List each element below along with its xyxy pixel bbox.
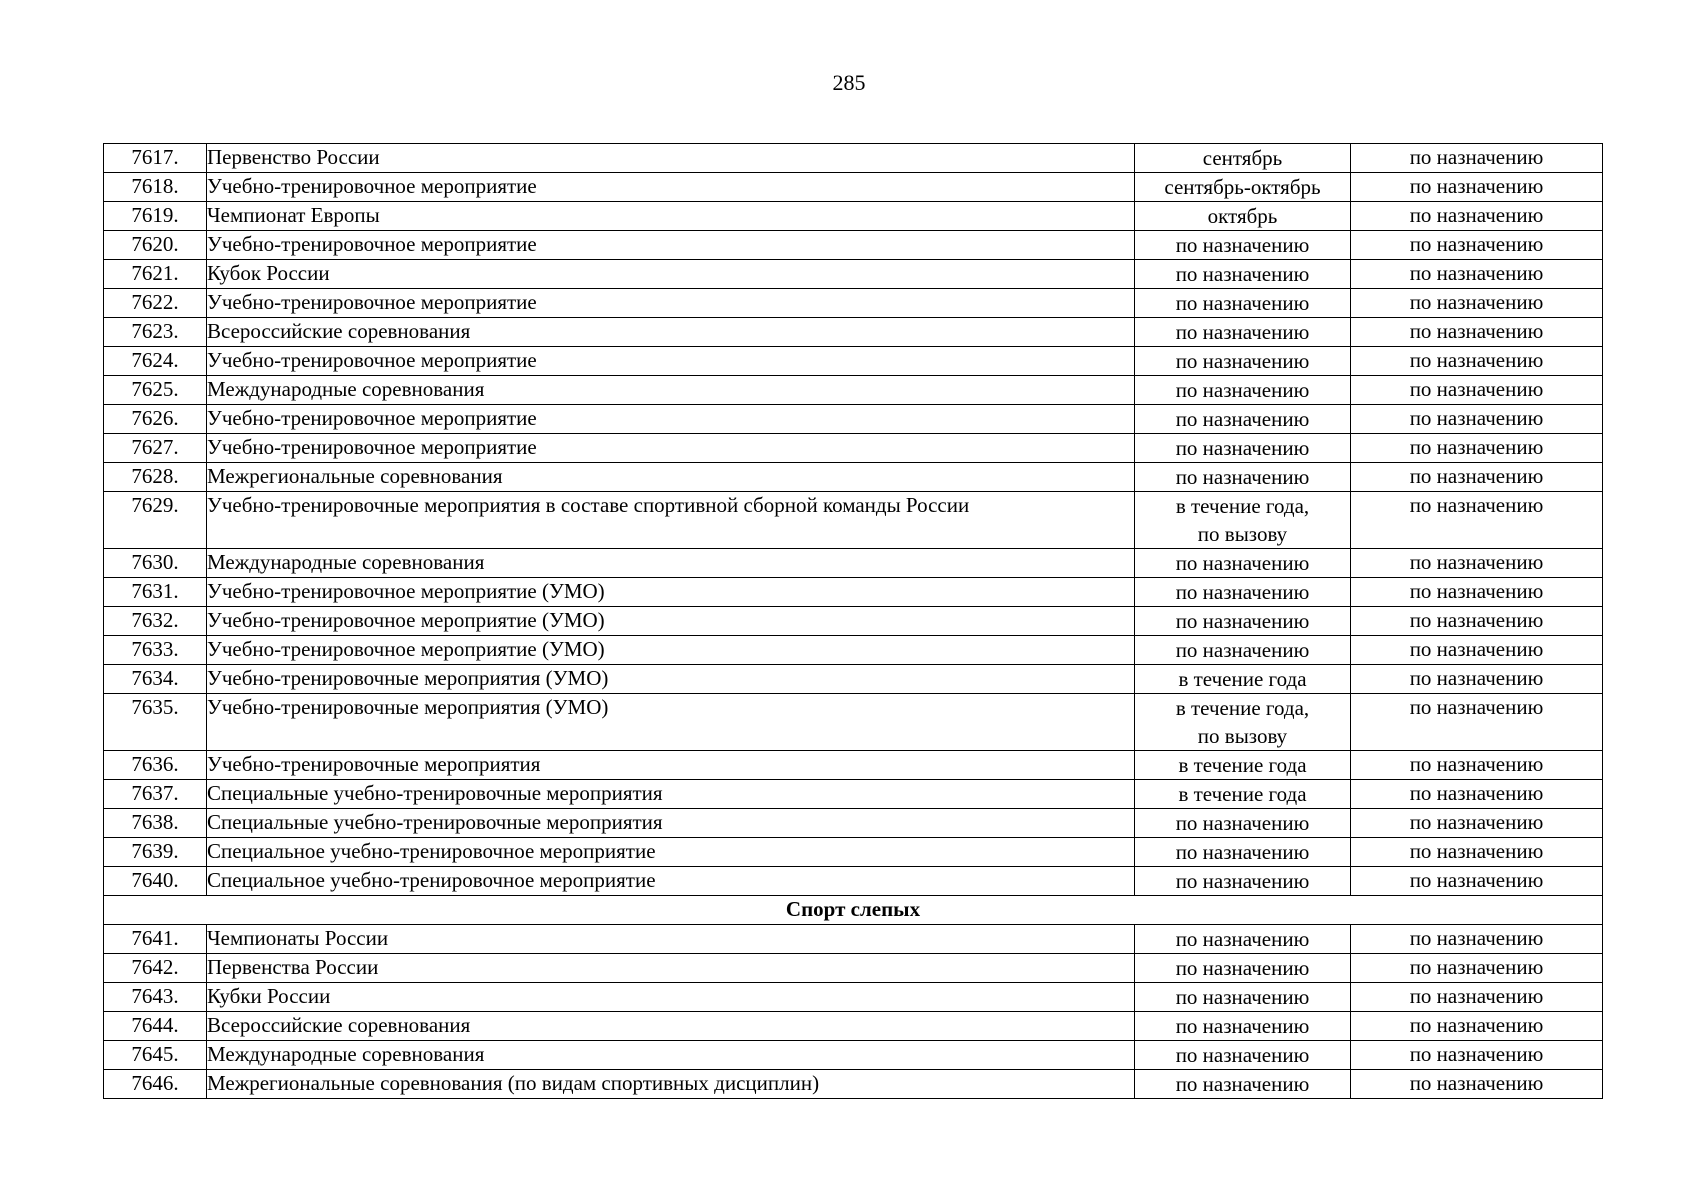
row-number: 7620. — [104, 231, 207, 260]
event-date — [1135, 492, 1351, 549]
event-date — [1135, 405, 1351, 434]
table-row — [104, 260, 1603, 289]
event-date — [1135, 636, 1351, 665]
event-name: Первенство России — [207, 144, 1135, 173]
event-name: Межрегиональные соревнования (по видам спортивных дисциплин) — [207, 1069, 1135, 1098]
event-name: Специальное учебно-тренировочное мероприятие — [207, 867, 1135, 896]
event-date-line: по назначению — [1175, 436, 1310, 460]
row-number: 7641. — [104, 924, 207, 953]
event-date — [1135, 463, 1351, 492]
table-row — [104, 809, 1603, 838]
event-name: Кубок России — [207, 260, 1135, 289]
row-number: 7646. — [104, 1069, 207, 1098]
event-place: по назначению — [1351, 607, 1603, 636]
table-body-after — [104, 924, 1603, 1098]
event-date — [1135, 434, 1351, 463]
event-date-line: в течение года — [1178, 753, 1307, 777]
table-body-before — [104, 144, 1603, 896]
event-date-line: по назначению — [1175, 465, 1310, 489]
event-name: Международные соревнования — [207, 1040, 1135, 1069]
event-date — [1135, 260, 1351, 289]
event-date — [1135, 347, 1351, 376]
row-number: 7621. — [104, 260, 207, 289]
event-place: по назначению — [1351, 492, 1603, 549]
row-number: 7626. — [104, 405, 207, 434]
table-row — [104, 751, 1603, 780]
event-name: Учебно-тренировочное мероприятие — [207, 173, 1135, 202]
event-date — [1135, 318, 1351, 347]
event-date-line: в течение года — [1178, 667, 1307, 691]
event-date — [1135, 1040, 1351, 1069]
event-name: Учебно-тренировочное мероприятие (УМО) — [207, 636, 1135, 665]
row-number: 7639. — [104, 838, 207, 867]
table-row — [104, 347, 1603, 376]
table-row — [104, 289, 1603, 318]
row-number: 7635. — [104, 694, 207, 751]
table-row — [104, 665, 1603, 694]
event-name: Учебно-тренировочное мероприятие — [207, 434, 1135, 463]
event-name: Учебно-тренировочное мероприятие — [207, 405, 1135, 434]
event-date-line: по назначению — [1175, 840, 1310, 864]
event-date — [1135, 231, 1351, 260]
event-date — [1135, 289, 1351, 318]
table-row — [104, 694, 1603, 751]
table-row — [104, 231, 1603, 260]
event-date-line: по назначению — [1175, 1013, 1310, 1038]
page-number: 285 — [832, 70, 866, 95]
event-date — [1135, 144, 1351, 173]
event-date-line: по назначению — [1175, 926, 1310, 951]
table-row — [104, 144, 1603, 173]
event-date — [1135, 982, 1351, 1011]
row-number: 7622. — [104, 289, 207, 318]
event-date-line: по назначению — [1175, 1042, 1310, 1067]
event-name: Учебно-тренировочное мероприятие (УМО) — [207, 578, 1135, 607]
event-date — [1135, 607, 1351, 636]
event-place: по назначению — [1351, 1040, 1603, 1069]
table-row — [104, 492, 1603, 549]
event-date-line: сентябрь-октябрь — [1164, 175, 1321, 199]
event-place: по назначению — [1351, 636, 1603, 665]
event-date-line: по назначению — [1175, 869, 1310, 893]
event-date-line: по вызову — [1197, 522, 1288, 546]
event-name: Чемпионаты России — [207, 924, 1135, 953]
event-date-line: сентябрь — [1202, 146, 1283, 170]
event-place: по назначению — [1351, 780, 1603, 809]
event-date — [1135, 780, 1351, 809]
event-date-line: по назначению — [1175, 349, 1310, 373]
event-name: Кубки России — [207, 982, 1135, 1011]
event-date-line: по назначению — [1175, 638, 1310, 662]
event-date-line: по назначению — [1175, 551, 1310, 575]
row-number: 7632. — [104, 607, 207, 636]
table-row — [104, 838, 1603, 867]
event-place: по назначению — [1351, 463, 1603, 492]
row-number: 7644. — [104, 1011, 207, 1040]
section-header-row — [104, 896, 1603, 925]
event-place: по назначению — [1351, 838, 1603, 867]
event-date-line: по назначению — [1175, 609, 1310, 633]
table-row — [104, 463, 1603, 492]
row-number: 7645. — [104, 1040, 207, 1069]
event-date-line: в течение года, — [1175, 696, 1310, 720]
event-name: Первенства России — [207, 953, 1135, 982]
event-place: по назначению — [1351, 434, 1603, 463]
event-date-line: по назначению — [1175, 291, 1310, 315]
event-date — [1135, 924, 1351, 953]
table-row — [104, 318, 1603, 347]
row-number: 7618. — [104, 173, 207, 202]
event-date — [1135, 376, 1351, 405]
event-place: по назначению — [1351, 578, 1603, 607]
event-place: по назначению — [1351, 289, 1603, 318]
event-name: Учебно-тренировочные мероприятия (УМО) — [207, 665, 1135, 694]
event-place: по назначению — [1351, 694, 1603, 751]
row-number: 7634. — [104, 665, 207, 694]
event-date-line: по назначению — [1175, 1071, 1310, 1096]
event-place: по назначению — [1351, 231, 1603, 260]
section-title: Спорт слепых — [104, 896, 1603, 925]
event-name: Международные соревнования — [207, 376, 1135, 405]
table-row — [104, 202, 1603, 231]
table-row — [104, 1011, 1603, 1040]
event-place: по назначению — [1351, 924, 1603, 953]
event-place: по назначению — [1351, 665, 1603, 694]
event-date-line: по назначению — [1175, 811, 1310, 835]
event-place: по назначению — [1351, 867, 1603, 896]
event-date — [1135, 578, 1351, 607]
event-date-line: по назначению — [1175, 233, 1310, 257]
event-date-line: по назначению — [1175, 580, 1310, 604]
event-place: по назначению — [1351, 173, 1603, 202]
event-place: по назначению — [1351, 1069, 1603, 1098]
event-date-line: по назначению — [1175, 407, 1310, 431]
row-number: 7625. — [104, 376, 207, 405]
row-number: 7638. — [104, 809, 207, 838]
table-row — [104, 1069, 1603, 1098]
row-number: 7642. — [104, 953, 207, 982]
event-date — [1135, 838, 1351, 867]
table-row — [104, 434, 1603, 463]
event-date-line: по назначению — [1175, 378, 1310, 402]
event-place: по назначению — [1351, 549, 1603, 578]
event-date-line: по вызову — [1197, 724, 1288, 748]
event-date-line: октябрь — [1207, 204, 1278, 228]
table-row — [104, 1040, 1603, 1069]
event-place: по назначению — [1351, 260, 1603, 289]
event-date — [1135, 173, 1351, 202]
event-date — [1135, 953, 1351, 982]
event-name: Всероссийские соревнования — [207, 1011, 1135, 1040]
event-name: Всероссийские соревнования — [207, 318, 1135, 347]
row-number: 7627. — [104, 434, 207, 463]
event-date-line: в течение года — [1178, 782, 1307, 806]
table-row — [104, 376, 1603, 405]
event-date-line: по назначению — [1175, 262, 1310, 286]
table-row — [104, 607, 1603, 636]
event-date — [1135, 867, 1351, 896]
event-place: по назначению — [1351, 751, 1603, 780]
event-date — [1135, 1011, 1351, 1040]
event-date-line: в течение года, — [1175, 494, 1310, 518]
event-place: по назначению — [1351, 405, 1603, 434]
table-row — [104, 953, 1603, 982]
event-date — [1135, 809, 1351, 838]
event-date — [1135, 694, 1351, 751]
event-name: Межрегиональные соревнования — [207, 463, 1135, 492]
event-place: по назначению — [1351, 982, 1603, 1011]
event-name: Чемпионат Европы — [207, 202, 1135, 231]
section-body — [104, 896, 1603, 925]
event-date-line: по назначению — [1175, 955, 1310, 980]
event-name: Учебно-тренировочные мероприятия — [207, 751, 1135, 780]
row-number: 7628. — [104, 463, 207, 492]
row-number: 7636. — [104, 751, 207, 780]
row-number: 7619. — [104, 202, 207, 231]
event-name: Специальное учебно-тренировочное мероприятие — [207, 838, 1135, 867]
event-place: по назначению — [1351, 809, 1603, 838]
event-name: Учебно-тренировочное мероприятие (УМО) — [207, 607, 1135, 636]
row-number: 7633. — [104, 636, 207, 665]
row-number: 7624. — [104, 347, 207, 376]
event-date — [1135, 202, 1351, 231]
event-date — [1135, 665, 1351, 694]
row-number: 7623. — [104, 318, 207, 347]
table-row — [104, 405, 1603, 434]
event-date-line: по назначению — [1175, 984, 1310, 1009]
event-place: по назначению — [1351, 953, 1603, 982]
table-row — [104, 982, 1603, 1011]
event-name: Учебно-тренировочные мероприятия в составе спортивной сборной команды России — [207, 492, 1135, 549]
row-number: 7640. — [104, 867, 207, 896]
event-name: Учебно-тренировочное мероприятие — [207, 289, 1135, 318]
table-row — [104, 924, 1603, 953]
row-number: 7631. — [104, 578, 207, 607]
event-name: Международные соревнования — [207, 549, 1135, 578]
row-number: 7617. — [104, 144, 207, 173]
event-place: по назначению — [1351, 347, 1603, 376]
events-table — [103, 143, 1603, 1099]
event-place: по назначению — [1351, 1011, 1603, 1040]
row-number: 7637. — [104, 780, 207, 809]
table-row — [104, 173, 1603, 202]
event-name: Специальные учебно-тренировочные мероприятия — [207, 809, 1135, 838]
event-place: по назначению — [1351, 202, 1603, 231]
event-name: Учебно-тренировочные мероприятия (УМО) — [207, 694, 1135, 751]
event-date — [1135, 549, 1351, 578]
event-date — [1135, 751, 1351, 780]
table-row — [104, 780, 1603, 809]
row-number: 7643. — [104, 982, 207, 1011]
table-row — [104, 636, 1603, 665]
event-place: по назначению — [1351, 318, 1603, 347]
event-name: Специальные учебно-тренировочные мероприятия — [207, 780, 1135, 809]
event-place: по назначению — [1351, 376, 1603, 405]
event-date — [1135, 1069, 1351, 1098]
table-row — [104, 578, 1603, 607]
event-date-line: по назначению — [1175, 320, 1310, 344]
table-row — [104, 867, 1603, 896]
row-number: 7630. — [104, 549, 207, 578]
row-number: 7629. — [104, 492, 207, 549]
event-name: Учебно-тренировочное мероприятие — [207, 231, 1135, 260]
event-name: Учебно-тренировочное мероприятие — [207, 347, 1135, 376]
table-row — [104, 549, 1603, 578]
event-place: по назначению — [1351, 144, 1603, 173]
